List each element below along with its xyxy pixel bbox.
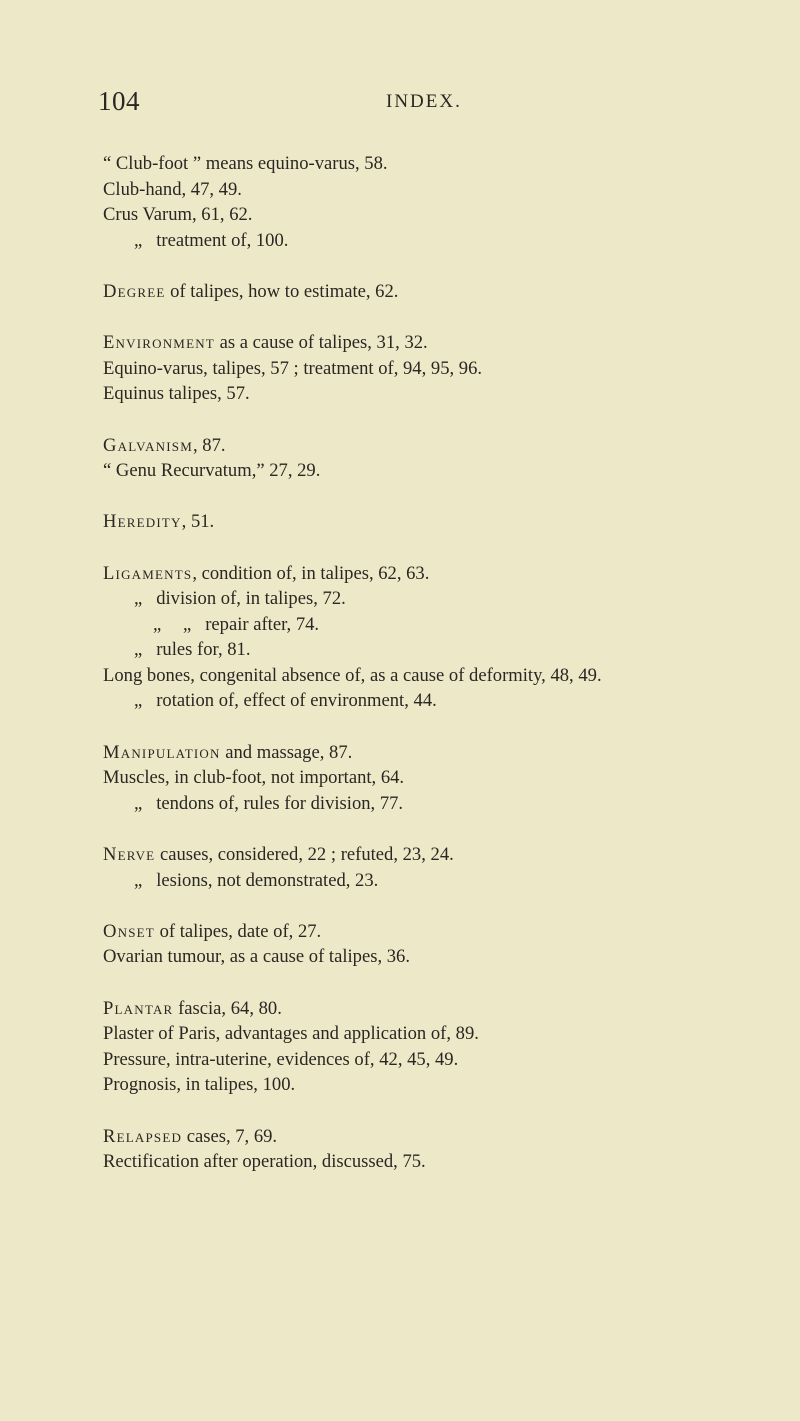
index-entry bbox=[103, 944, 793, 970]
index-entry bbox=[103, 1021, 793, 1047]
entry-text: and massage, 87. bbox=[220, 741, 353, 763]
entry-text: treatment of, 100. bbox=[156, 229, 289, 251]
index-entry bbox=[103, 919, 793, 945]
entry-headword: Degree bbox=[103, 280, 166, 302]
index-entry bbox=[103, 1047, 793, 1073]
index-entry bbox=[103, 996, 793, 1022]
index-entry bbox=[103, 688, 793, 714]
entry-text: Prognosis, in talipes, 100. bbox=[103, 1074, 296, 1096]
index-group bbox=[103, 151, 793, 253]
index-group bbox=[103, 740, 793, 817]
entry-text: Rectification after operation, discussed, 75. bbox=[103, 1151, 426, 1173]
index-entry bbox=[103, 561, 793, 587]
index-entry bbox=[103, 177, 793, 203]
ditto-mark: „ bbox=[134, 690, 143, 712]
ditto-mark: „ bbox=[134, 229, 143, 251]
index-entry bbox=[103, 458, 793, 484]
entry-headword: Nerve bbox=[103, 844, 156, 866]
entry-text: Long bones, congenital absence of, as a cause of deformity, 48, 49. bbox=[103, 664, 602, 686]
entry-text: Equino-varus, talipes, 57 ; treatment of, 94, 95, 96. bbox=[103, 357, 483, 379]
index-entry bbox=[103, 765, 793, 791]
index-entry bbox=[103, 1149, 793, 1175]
index-group bbox=[103, 433, 793, 484]
index-entry bbox=[103, 202, 793, 228]
index-entry bbox=[103, 433, 793, 459]
entry-text: of talipes, how to estimate, 62. bbox=[165, 280, 399, 302]
index-entry bbox=[103, 586, 793, 612]
ditto-mark: „ bbox=[134, 792, 143, 814]
page-header bbox=[0, 86, 800, 126]
entry-text: repair after, 74. bbox=[205, 613, 320, 635]
entry-headword: Environment bbox=[103, 332, 215, 354]
entry-text: Equinus talipes, 57. bbox=[103, 383, 250, 405]
index-entry bbox=[103, 637, 793, 663]
index-entry bbox=[103, 612, 793, 638]
entry-headword: Heredity bbox=[103, 511, 182, 533]
index-entry bbox=[103, 842, 793, 868]
index-entry bbox=[103, 791, 793, 817]
entry-text: of talipes, date of, 27. bbox=[154, 920, 322, 942]
ditto-mark: „ bbox=[134, 588, 143, 610]
index-group bbox=[103, 919, 793, 970]
index-entry bbox=[103, 740, 793, 766]
index-group bbox=[103, 842, 793, 893]
index-entry bbox=[103, 663, 793, 689]
entry-headword: Galvanism bbox=[103, 434, 193, 456]
index-entry bbox=[103, 151, 793, 177]
index-group bbox=[103, 279, 793, 305]
entry-text: Club-hand, 47, 49. bbox=[103, 178, 242, 200]
entry-text: Pressure, intra-uterine, evidences of, 42, 45, 49. bbox=[103, 1048, 459, 1070]
entry-headword: Manipulation bbox=[103, 741, 221, 763]
entry-headword: Relapsed bbox=[103, 1125, 183, 1147]
index-entry bbox=[103, 279, 793, 305]
index-group bbox=[103, 509, 793, 535]
ditto-mark: „ bbox=[134, 869, 143, 891]
entry-text: “ Club-foot ” means equino-varus, 58. bbox=[103, 153, 388, 174]
entry-text: Ovarian tumour, as a cause of talipes, 36. bbox=[103, 946, 410, 968]
index-entry bbox=[103, 868, 793, 894]
index-entry bbox=[103, 1124, 793, 1150]
entry-text: , 51. bbox=[181, 511, 215, 533]
page-number: 104 bbox=[98, 86, 140, 116]
index-group bbox=[103, 561, 793, 715]
ditto-mark: „ bbox=[153, 613, 162, 635]
index-entries bbox=[103, 151, 793, 1200]
entry-headword: Ligaments bbox=[103, 562, 193, 584]
entry-text: division of, in talipes, 72. bbox=[156, 588, 346, 610]
entry-text: rules for, 81. bbox=[156, 639, 251, 661]
ditto-mark: „ bbox=[134, 639, 143, 661]
entry-headword: Onset bbox=[103, 920, 155, 942]
entry-headword: Plantar bbox=[103, 997, 174, 1019]
ditto-mark: „ bbox=[183, 613, 192, 635]
entry-text: causes, considered, 22 ; refuted, 23, 24. bbox=[155, 844, 454, 866]
index-entry bbox=[103, 1072, 793, 1098]
entry-text: Muscles, in club-foot, not important, 64. bbox=[103, 767, 405, 789]
entry-text: rotation of, effect of environment, 44. bbox=[156, 690, 437, 712]
entry-text: fascia, 64, 80. bbox=[173, 997, 282, 1019]
entry-text: Crus Varum, 61, 62. bbox=[103, 204, 253, 226]
index-entry bbox=[103, 509, 793, 535]
entry-text: , condition of, in talipes, 62, 63. bbox=[192, 562, 430, 584]
index-group bbox=[103, 1124, 793, 1175]
index-group bbox=[103, 996, 793, 1098]
index-entry bbox=[103, 330, 793, 356]
entry-text: “ Genu Recurvatum,” 27, 29. bbox=[103, 460, 321, 482]
entry-text: as a cause of talipes, 31, 32. bbox=[214, 332, 428, 354]
index-entry bbox=[103, 228, 793, 254]
running-title: INDEX. bbox=[386, 91, 462, 112]
entry-text: lesions, not demonstrated, 23. bbox=[156, 869, 379, 891]
index-entry bbox=[103, 381, 793, 407]
index-group bbox=[103, 330, 793, 407]
entry-text: , 87. bbox=[192, 434, 226, 456]
entry-text: Plaster of Paris, advantages and application of, 89. bbox=[103, 1023, 479, 1045]
entry-text: cases, 7, 69. bbox=[182, 1125, 278, 1147]
entry-text: tendons of, rules for division, 77. bbox=[156, 792, 404, 814]
index-entry bbox=[103, 356, 793, 382]
